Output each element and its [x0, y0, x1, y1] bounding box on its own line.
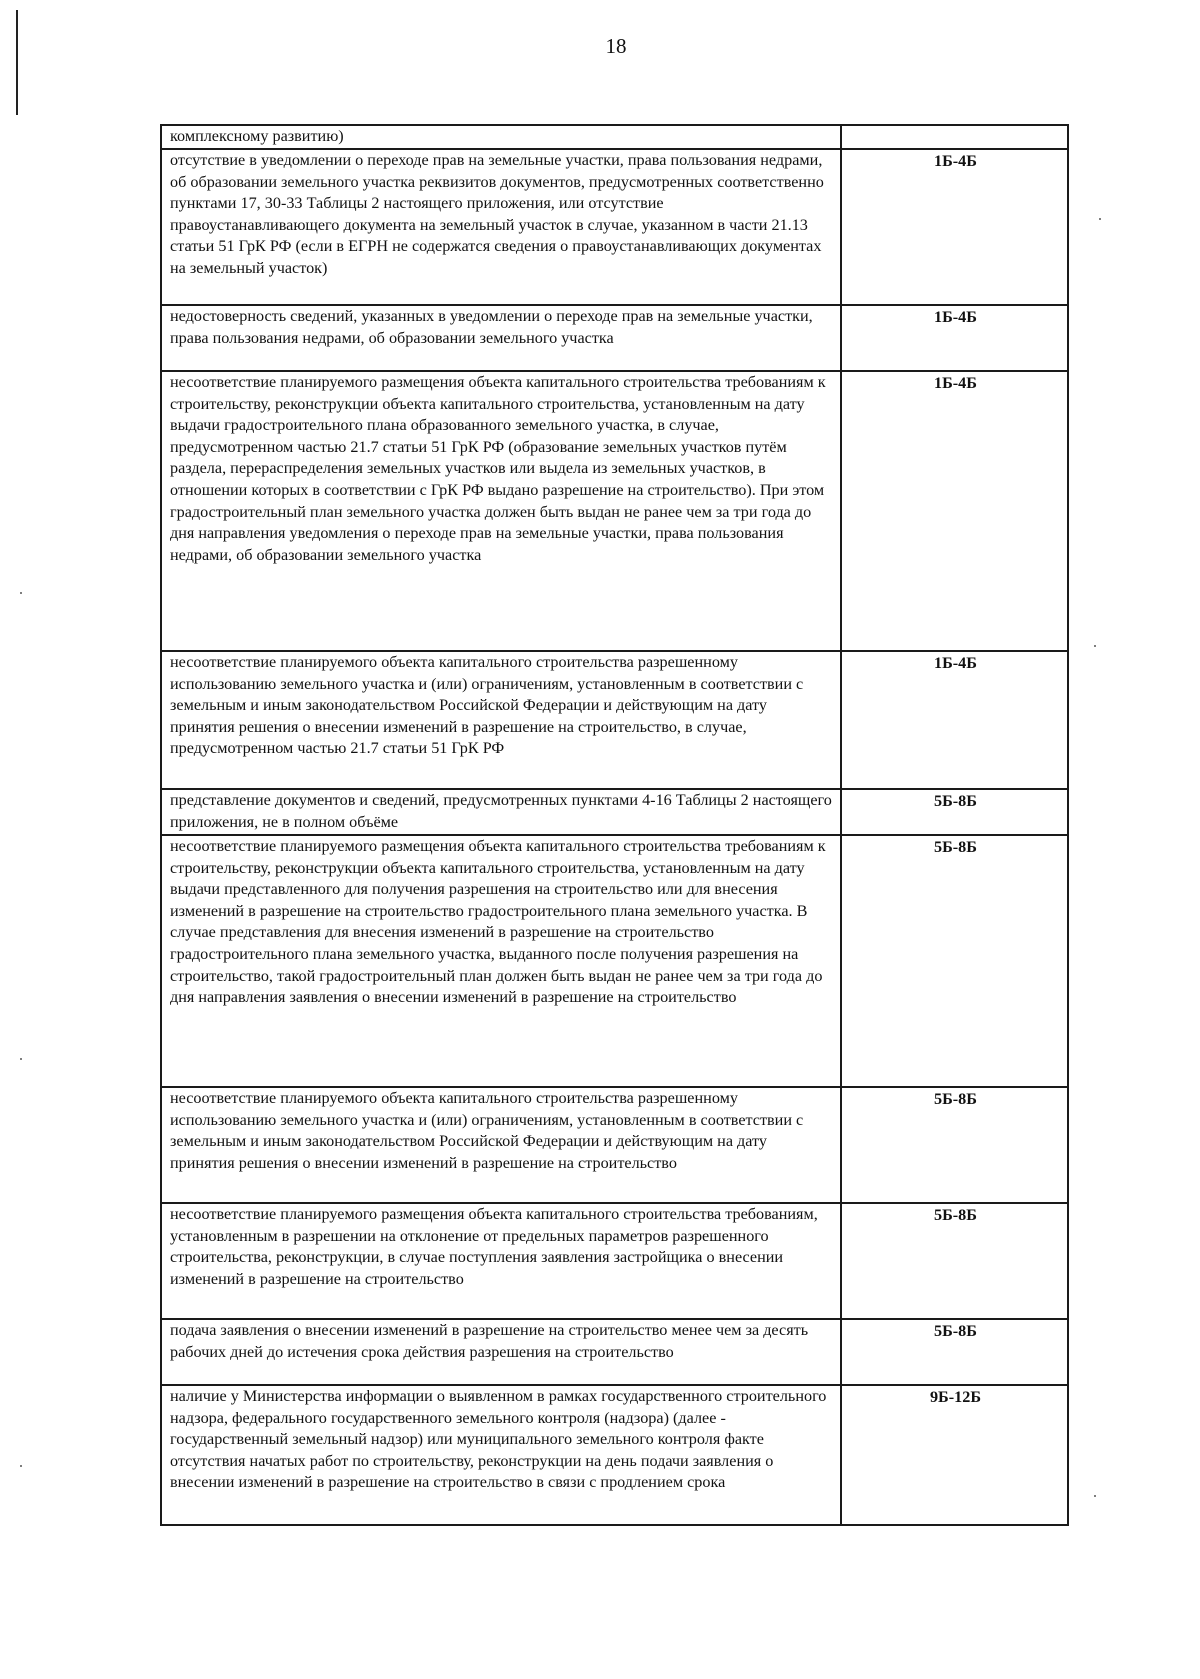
ground-code: 5Б-8Б — [841, 1319, 1068, 1385]
ground-code: 9Б-12Б — [841, 1385, 1068, 1525]
table-row — [161, 835, 1068, 1087]
ground-code: 1Б-4Б — [841, 305, 1068, 371]
ground-description: несоответствие планируемого размещения объекта капитального строительства требованиям, установленным в разрешении на отклонение от предельных параметров разрешенного строительства, реконструкции, в случае поступления заявления застройщика о внесении изменений в разрешение на строительство — [161, 1203, 841, 1319]
ground-description: несоответствие планируемого объекта капитального строительства разрешенному использованию земельного участка и (или) ограничениям, установленным в соответствии с земельным и иным законодательством Российской Федерации и действующим на дату принятия решения о внесении изменений в разрешение на строительство, в случае, предусмотренном частью 21.7 статьи 51 ГрК РФ — [161, 651, 841, 789]
ground-description: представление документов и сведений, предусмотренных пунктами 4-16 Таблицы 2 настоящего приложения, не в полном объёме — [161, 789, 841, 835]
table-row — [161, 789, 1068, 835]
ground-code: 1Б-4Б — [841, 149, 1068, 305]
scan-speck — [20, 592, 22, 594]
table-row — [161, 305, 1068, 371]
ground-code: 5Б-8Б — [841, 1087, 1068, 1203]
ground-description: несоответствие планируемого объекта капитального строительства разрешенному использованию земельного участка и (или) ограничениям, установленным в соответствии с земельным и иным законодательством Российской Федерации и действующим на дату принятия решения о внесении изменений в разрешение на строительство — [161, 1087, 841, 1203]
table-row — [161, 125, 1068, 149]
grounds-table — [160, 124, 1069, 1526]
table-row — [161, 1319, 1068, 1385]
ground-description: наличие у Министерства информации о выявленном в рамках государственного строительного надзора, федерального государственного земельного контроля (надзора) (далее - государственный земельный надзор) или муниципального земельного контроля факте отсутствия начатых работ по строительству, реконструкции на день подачи заявления о внесении изменений в разрешение на строительство в связи с продлением срока — [161, 1385, 841, 1525]
scan-speck — [20, 1465, 22, 1467]
ground-code: 5Б-8Б — [841, 835, 1068, 1087]
ground-description: отсутствие в уведомлении о переходе прав на земельные участки, права пользования недрами, об образовании земельного участка реквизитов документов, предусмотренных соответственно пунктами 17, 30-33 Таблицы 2 настоящего приложения, или отсутствие правоустанавливающего документа на земельный участок в случае, указанном в части 21.13 статьи 51 ГрК РФ (если в ЕГРН не содержатся сведения о правоустанавливающих документах на земельный участок) — [161, 149, 841, 305]
ground-code: 1Б-4Б — [841, 371, 1068, 651]
table-row — [161, 651, 1068, 789]
ground-code: 5Б-8Б — [841, 789, 1068, 835]
ground-code — [841, 125, 1068, 149]
scan-edge-line — [16, 10, 18, 115]
page-number: 18 — [605, 34, 627, 58]
table-body — [161, 125, 1068, 1525]
scan-speck — [1094, 1495, 1096, 1497]
scan-speck — [1094, 645, 1096, 647]
scan-speck — [20, 1058, 22, 1060]
table-row — [161, 149, 1068, 305]
ground-description: подача заявления о внесении изменений в разрешение на строительство менее чем за десять рабочих дней до истечения срока действия разрешения на строительство — [161, 1319, 841, 1385]
ground-description: недостоверность сведений, указанных в уведомлении о переходе прав на земельные участки, права пользования недрами, об образовании земельного участка — [161, 305, 841, 371]
scan-speck — [1099, 218, 1101, 220]
ground-description: комплексному развитию) — [161, 125, 841, 149]
ground-code: 1Б-4Б — [841, 651, 1068, 789]
table-row — [161, 1385, 1068, 1525]
ground-code: 5Б-8Б — [841, 1203, 1068, 1319]
ground-description: несоответствие планируемого размещения объекта капитального строительства требованиям к строительству, реконструкции объекта капитального строительства, установленным на дату выдачи градостроительного плана образованного земельного участка, в случае, предусмотренном частью 21.7 статьи 51 ГрК РФ (образование земельных участков путём раздела, перераспределения земельных участков или выдела из земельных участков, в отношении которых в соответствии с ГрК РФ выдано разрешение на строительство). При этом градостроительный план земельного участка должен быть выдан не ранее чем за три года до дня направления уведомления о переходе прав на земельные участки, права пользования недрами, об образовании земельного участка — [161, 371, 841, 651]
table-row — [161, 1203, 1068, 1319]
table-row — [161, 1087, 1068, 1203]
ground-description: несоответствие планируемого размещения объекта капитального строительства требованиям к строительству, реконструкции объекта капитального строительства, установленным на дату выдачи представленного для получения разрешения на строительство или для внесения изменений в разрешение на строительство градостроительного плана земельного участка. В случае представления для внесения изменений в разрешение на строительство градостроительного плана земельного участка, выданного после получения разрешения на строительство, такой градостроительный план должен быть выдан не ранее чем за три года до дня направления заявления о внесении изменений в разрешение на строительство — [161, 835, 841, 1087]
table-row — [161, 371, 1068, 651]
